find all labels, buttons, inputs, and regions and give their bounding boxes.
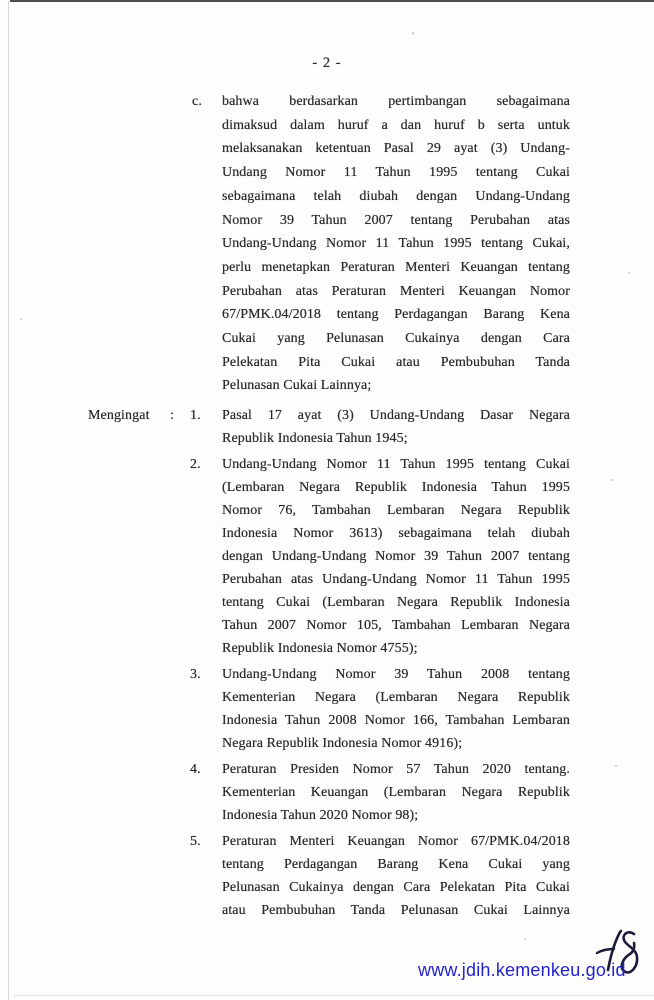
jdih-watermark-url: www.jdih.kemenkeu.go.id <box>418 960 626 980</box>
mengingat-item <box>190 830 570 922</box>
mengingat-item <box>190 453 570 660</box>
text-line: Perubahan atas Peraturan Menteri Keuangan Nomor <box>222 283 570 299</box>
scan-speck <box>524 938 526 940</box>
item-number: 2. <box>190 457 201 472</box>
text-line: Negara Republik Indonesia Nomor 4916); <box>222 736 463 751</box>
mengingat-label: Mengingat <box>88 408 150 423</box>
text-line: dengan Undang-Undang Nomor 39 Tahun 2007 tentang <box>222 549 570 564</box>
text-line: Undang-Undang Nomor 39 Tahun 2008 tentang <box>222 667 570 682</box>
text-line: Tahun 2007 Nomor 105, Tambahan Lembaran Negara <box>222 618 570 633</box>
text-line: Kementerian Keuangan (Lembaran Negara Republik <box>222 785 570 800</box>
text-line: Nomor 39 Tahun 2007 tentang Perubahan atas <box>222 212 570 228</box>
text-line: Indonesia Tahun 2020 Nomor 98); <box>222 808 419 823</box>
text-line: tentang Perdagangan Barang Kena Cukai yang <box>222 857 570 872</box>
scan-edge-left <box>8 1 9 1000</box>
text-line: Undang-Undang Nomor 11 Tahun 1995 tentang Cukai, <box>222 236 570 252</box>
scan-edge-bottom <box>14 995 654 996</box>
scan-speck <box>611 479 613 481</box>
item-body <box>222 830 570 922</box>
scan-edge-top <box>10 0 654 2</box>
text-line: Republik Indonesia Nomor 4755); <box>222 641 418 656</box>
text-line: Perubahan atas Undang-Undang Nomor 11 Tahun 1995 <box>222 572 570 587</box>
text-line: Kementerian Negara (Lembaran Negara Republik <box>222 690 570 705</box>
text-line: Pasal 17 ayat (3) Undang-Undang Dasar Negara <box>222 408 570 423</box>
mengingat-colon: : <box>170 408 174 423</box>
mengingat-item <box>190 758 570 827</box>
mengingat-item <box>190 663 570 755</box>
text-line: Indonesia Tahun 2008 Nomor 166, Tambahan Lembaran <box>222 713 570 728</box>
item-body <box>222 404 570 450</box>
text-line: Undang Nomor 11 Tahun 1995 tentang Cukai <box>222 165 570 181</box>
page-number: - 2 - <box>312 55 342 71</box>
text-line: atau Pembubuhan Tanda Pelunasan Cukai Lainnya <box>222 903 570 918</box>
item-number: 4. <box>190 762 201 777</box>
mengingat-item <box>190 404 570 450</box>
text-line: sebagaimana telah diubah dengan Undang-Undang <box>222 188 570 204</box>
text-line: Nomor 76, Tambahan Lembaran Negara Republik <box>222 503 570 518</box>
text-line: (Lembaran Negara Republik Indonesia Tahun 1995 <box>222 480 570 495</box>
mengingat-section <box>88 404 570 925</box>
text-line: perlu menetapkan Peraturan Menteri Keuangan tentang <box>222 259 570 275</box>
text-line: Peraturan Presiden Nomor 57 Tahun 2020 tentang. <box>222 762 570 777</box>
item-number: 5. <box>190 834 201 849</box>
paragraph-marker: c. <box>192 94 202 109</box>
mengingat-items <box>190 404 570 925</box>
scan-speck <box>20 318 22 320</box>
scan-speck <box>628 272 630 274</box>
text-line: bahwa berdasarkan pertimbangan sebagaimana <box>222 94 570 109</box>
item-number: 1. <box>190 408 201 423</box>
considering-paragraph-c <box>192 90 570 398</box>
text-line: Pelekatan Pita Cukai atau Pembubuhan Tanda <box>222 354 570 370</box>
item-body <box>222 663 570 755</box>
text-line: Cukai yang Pelunasan Cukainya dengan Cara <box>222 331 570 347</box>
paragraph-body <box>222 90 570 398</box>
item-body <box>222 758 570 827</box>
text-line: Republik Indonesia Tahun 1945; <box>222 431 408 446</box>
scan-speck <box>615 765 617 767</box>
text-line: Peraturan Menteri Keuangan Nomor 67/PMK.04/2018 <box>222 834 570 849</box>
text-line: Indonesia Nomor 3613) sebagaimana telah diubah <box>222 526 570 541</box>
scan-speck <box>412 32 414 35</box>
text-line: dimaksud dalam huruf a dan huruf b serta untuk <box>222 117 570 133</box>
text-line: melaksanakan ketentuan Pasal 29 ayat (3) Undang- <box>222 141 570 157</box>
text-line: Pelunasan Cukai Lainnya; <box>222 378 372 394</box>
text-line: 67/PMK.04/2018 tentang Perdagangan Barang Kena <box>222 307 570 323</box>
text-line: tentang Cukai (Lembaran Negara Republik Indonesia <box>222 595 570 610</box>
item-number: 3. <box>190 667 201 682</box>
text-line: Undang-Undang Nomor 11 Tahun 1995 tentang Cukai <box>222 457 570 472</box>
text-line: Pelunasan Cukainya dengan Cara Pelekatan Pita Cukai <box>222 880 570 895</box>
item-body <box>222 453 570 660</box>
